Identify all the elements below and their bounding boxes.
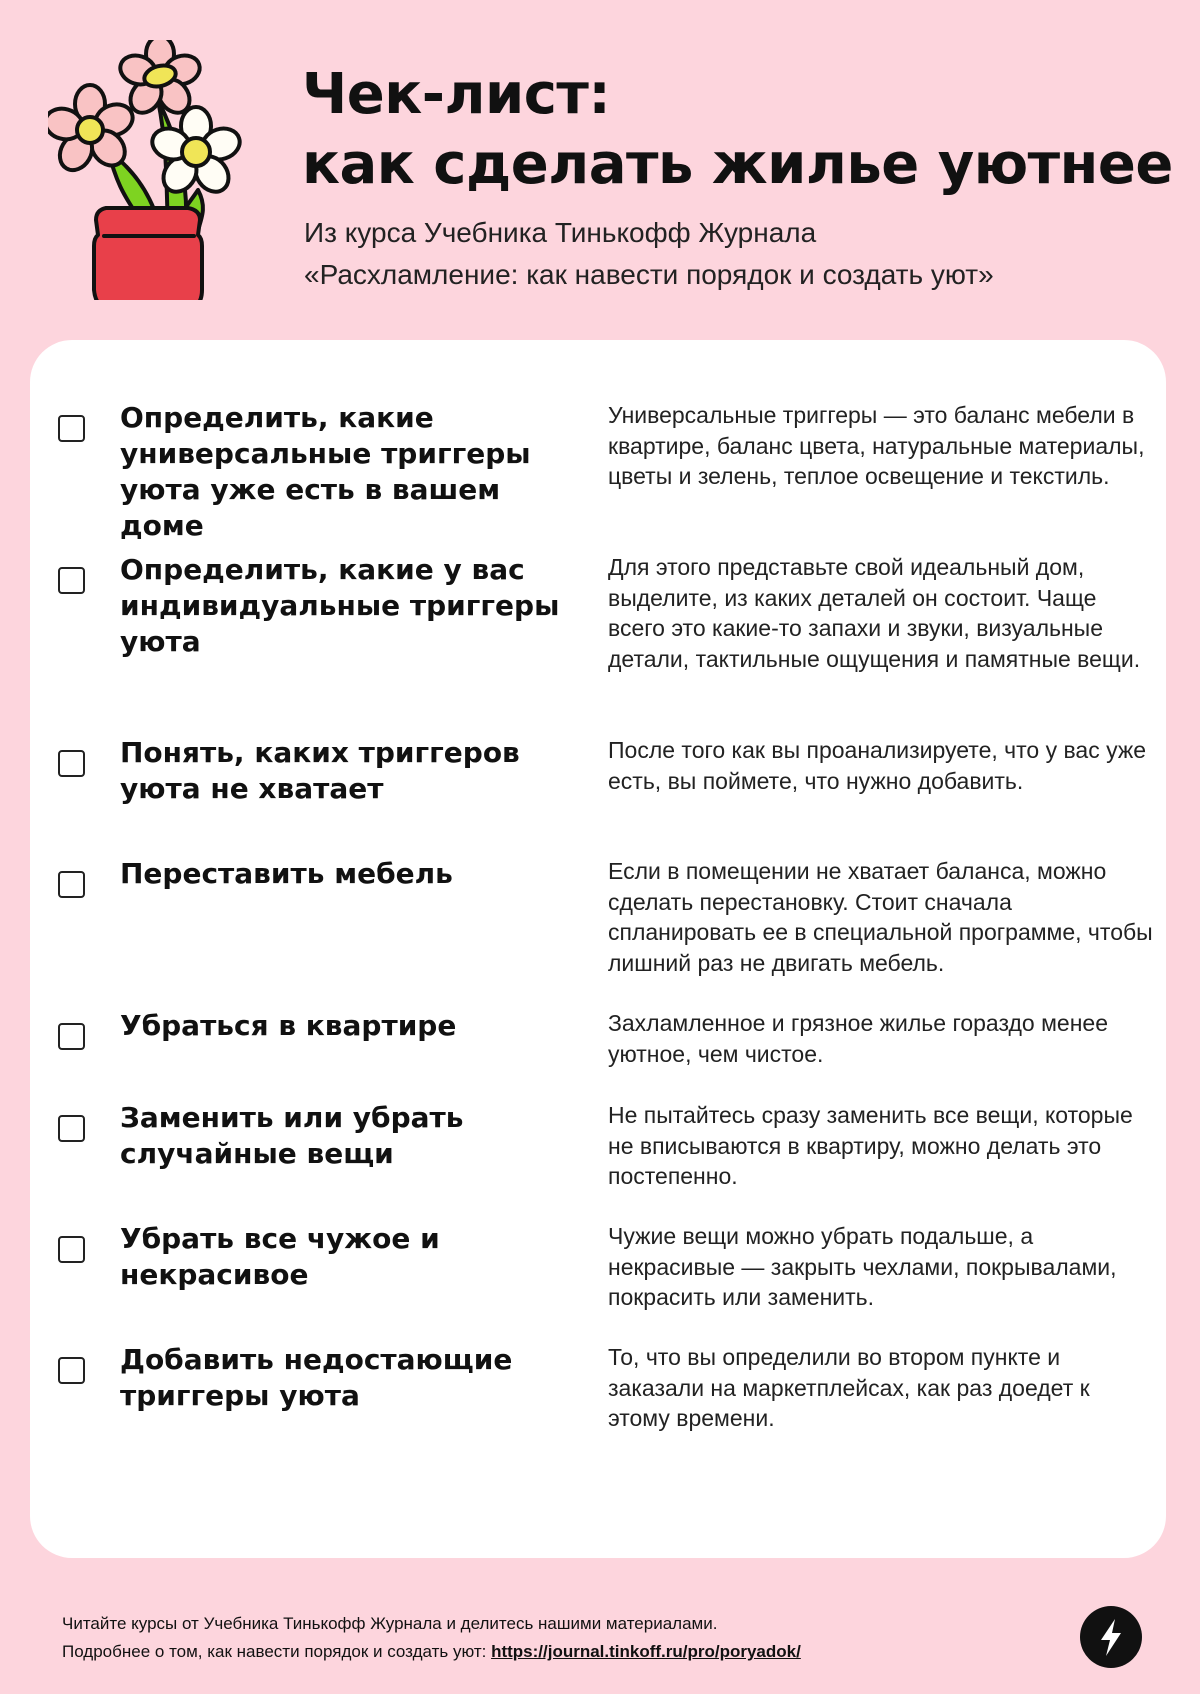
task-text: Добавить недостающие триггеры уюта bbox=[120, 1343, 513, 1412]
task-description: После того как вы проанализируете, что у вас уже есть, вы поймете, что нужно добавить. bbox=[608, 737, 1147, 794]
task-description: Чужие вещи можно убрать подальше, а некрасивые — закрыть чехлами, покрывалами, покрасить или заменить. bbox=[608, 1223, 1117, 1310]
checkbox[interactable] bbox=[58, 1236, 85, 1263]
checklist-card bbox=[30, 340, 1166, 1558]
checkbox[interactable] bbox=[58, 1115, 85, 1142]
subtitle-line-2: «Расхламление: как навести порядок и создать уют» bbox=[304, 259, 994, 290]
flower-pot-illustration bbox=[48, 40, 263, 300]
checkbox[interactable] bbox=[58, 567, 85, 594]
task-text: Определить, какие универсальные триггеры уюта уже есть в вашем доме bbox=[120, 401, 531, 542]
lightning-logo-icon bbox=[1080, 1606, 1142, 1668]
checkbox[interactable] bbox=[58, 1023, 85, 1050]
page-subtitle bbox=[304, 212, 994, 296]
footer-line-1: Читайте курсы от Учебника Тинькофф Журнала и делитесь нашими материалами. bbox=[62, 1614, 718, 1633]
checkbox[interactable] bbox=[58, 750, 85, 777]
subtitle-line-1: Из курса Учебника Тинькофф Журнала bbox=[304, 217, 817, 248]
page-title bbox=[302, 60, 1173, 200]
task-description: Универсальные триггеры — это баланс мебели в квартире, баланс цвета, натуральные материалы, цветы и зелень, теплое освещение и текстиль. bbox=[608, 402, 1145, 489]
task-text: Заменить или убрать случайные вещи bbox=[120, 1101, 464, 1170]
footer bbox=[62, 1610, 801, 1666]
task-text: Убраться в квартире bbox=[120, 1009, 457, 1042]
task-text: Понять, каких триггеров уюта не хватает bbox=[120, 736, 520, 805]
footer-line-2 bbox=[62, 1638, 801, 1666]
task-description: Не пытайтесь сразу заменить все вещи, которые не вписываются в квартиру, можно делать это постепенно. bbox=[608, 1102, 1133, 1189]
task-text: Определить, какие у вас индивидуальные триггеры уюта bbox=[120, 553, 560, 658]
course-link[interactable]: https://journal.tinkoff.ru/pro/poryadok/ bbox=[491, 1642, 801, 1661]
task-description: То, что вы определили во втором пункте и заказали на маркетплейсах, как раз доедет к этому времени. bbox=[608, 1344, 1090, 1431]
checkbox[interactable] bbox=[58, 415, 85, 442]
task-description: Захламленное и грязное жилье гораздо менее уютное, чем чистое. bbox=[608, 1010, 1108, 1067]
title-line-2: как сделать жилье уютнее bbox=[302, 132, 1173, 197]
title-line-1: Чек-лист: bbox=[302, 62, 611, 127]
task-text: Убрать все чужое и некрасивое bbox=[120, 1222, 440, 1291]
checkbox[interactable] bbox=[58, 871, 85, 898]
task-description: Для этого представьте свой идеальный дом, выделите, из каких деталей он состоит. Чаще всего это какие-то запахи и звуки, визуальные детали, тактильные ощущения и памятные вещи. bbox=[608, 554, 1141, 672]
task-description: Если в помещении не хватает баланса, можно сделать перестановку. Стоит сначала спланировать ее в специальной программе, чтобы лишний раз не двигать мебель. bbox=[608, 858, 1153, 976]
task-text: Переставить мебель bbox=[120, 857, 453, 890]
footer-line-2-text: Подробнее о том, как навести порядок и создать уют: bbox=[62, 1642, 492, 1661]
checkbox[interactable] bbox=[58, 1357, 85, 1384]
